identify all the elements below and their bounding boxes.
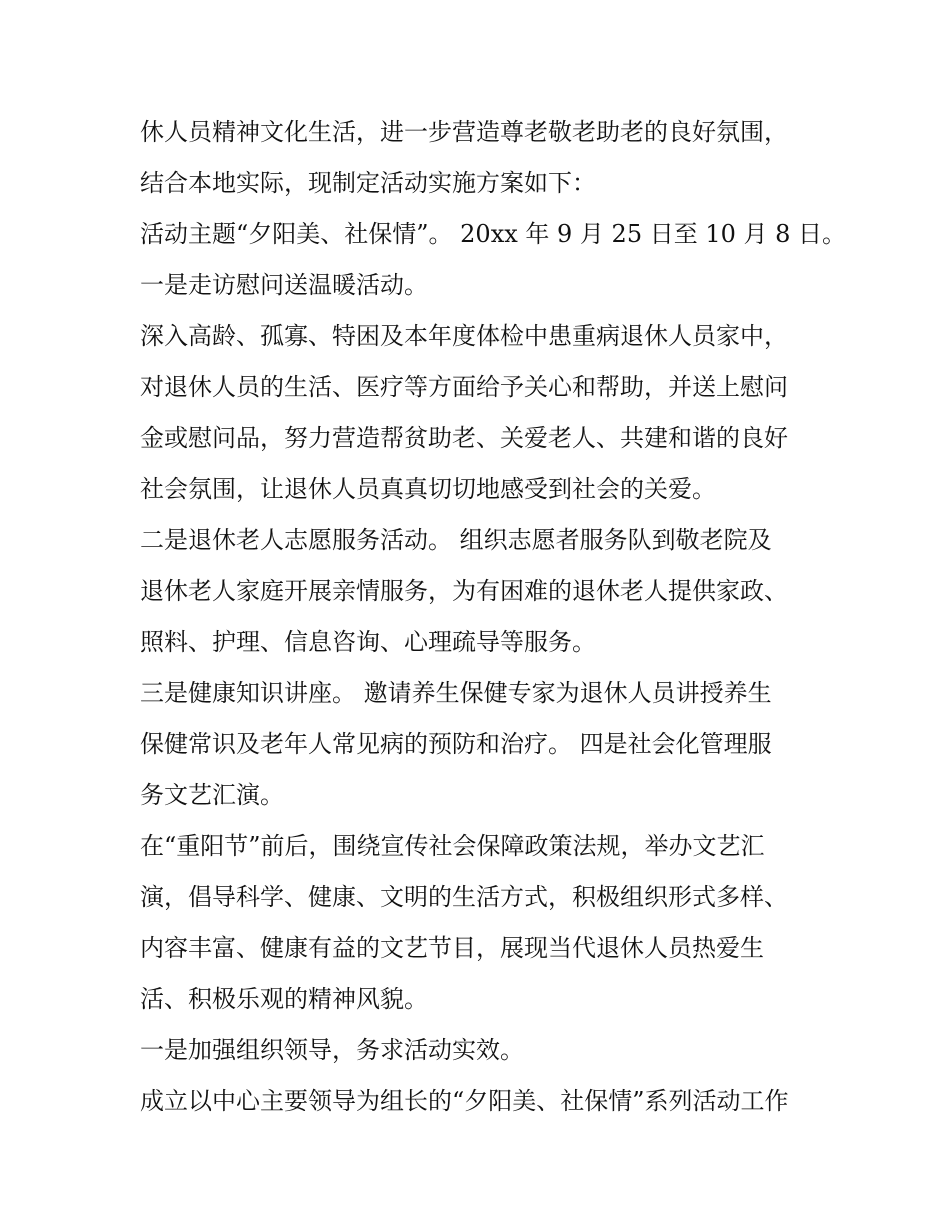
text-line-12: 三是健康知识讲座。 邀请养生保健专家为退休人员讲授养生 bbox=[140, 679, 772, 707]
text-line-15: 在“重阳节”前后，围绕宣传社会保障政策法规，举办文艺汇 bbox=[140, 832, 765, 860]
text-line-20: 成立以中心主要领导为组长的“夕阳美、社保情”系列活动工作 bbox=[140, 1087, 789, 1115]
text-line-4: 一是走访慰问送温暖活动。 bbox=[140, 271, 428, 299]
text-line-16: 演，倡导科学、健康、文明的生活方式，积极组织形式多样、 bbox=[140, 883, 788, 911]
text-line-19: 一是加强组织领导，务求活动实效。 bbox=[140, 1036, 524, 1064]
text-line-10: 退休老人家庭开展亲情服务，为有困难的退休老人提供家政、 bbox=[140, 577, 788, 605]
text-line-6: 对退休人员的生活、医疗等方面给予关心和帮助，并送上慰问 bbox=[140, 373, 788, 401]
text-line-11: 照料、护理、信息咨询、心理疏导等服务。 bbox=[140, 628, 596, 656]
text-line-13: 保健常识及老年人常见病的预防和治疗。 四是社会化管理服 bbox=[140, 730, 772, 758]
text-line-7: 金或慰问品，努力营造帮贫助老、关爱老人、共建和谐的良好 bbox=[140, 424, 788, 452]
text-line-5: 深入高龄、孤寡、特困及本年度体检中患重病退休人员家中， bbox=[140, 322, 788, 350]
text-line-18: 活、积极乐观的精神风貌。 bbox=[140, 985, 428, 1013]
text-line-17: 内容丰富、健康有益的文艺节目，展现当代退休人员热爱生 bbox=[140, 934, 764, 962]
document-body bbox=[140, 107, 847, 1127]
text-line-3: 活动主题“夕阳美、社保情”。 20xx 年 9 月 25 日至 10 月 8 日。 bbox=[140, 220, 847, 248]
text-line-8: 社会氛围，让退休人员真真切切地感受到社会的关爱。 bbox=[140, 475, 716, 503]
text-line-9: 二是退休老人志愿服务活动。 组织志愿者服务队到敬老院及 bbox=[140, 526, 772, 554]
text-line-1: 休人员精神文化生活，进一步营造尊老敬老助老的良好氛围， bbox=[140, 118, 788, 146]
text-line-14: 务文艺汇演。 bbox=[140, 781, 284, 809]
text-line-2: 结合本地实际，现制定活动实施方案如下： bbox=[140, 169, 596, 197]
